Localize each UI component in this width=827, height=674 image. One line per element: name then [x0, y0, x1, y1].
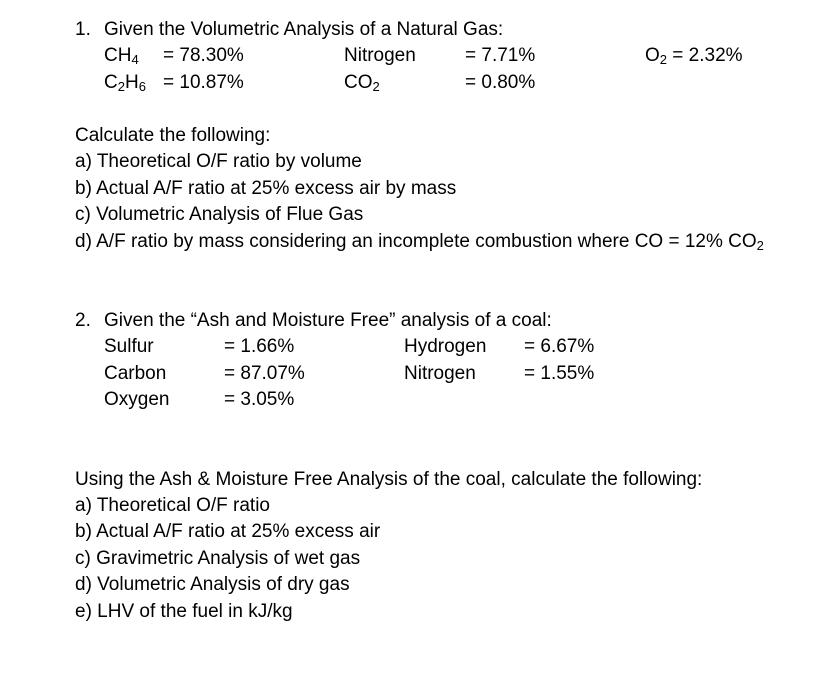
problem-1-calc-intro: Calculate the following: — [75, 125, 271, 146]
problem-2-task-e: e) LHV of the fuel in kJ/kg — [75, 601, 293, 622]
problem-2-heading: Given the “Ash and Moisture Free” analysis of a coal: — [104, 310, 552, 331]
problem-2-task-c: c) Gravimetric Analysis of wet gas — [75, 548, 361, 569]
problem-2-calc-intro: Using the Ash & Moisture Free Analysis of the coal, calculate the following: — [75, 469, 703, 490]
c2h6-value: = 10.87% — [163, 72, 244, 93]
co2-value: = 0.80% — [465, 72, 536, 93]
problem-2-task-b: b) Actual A/F ratio at 25% excess air — [75, 521, 381, 542]
carbon-label: Carbon — [104, 363, 167, 384]
problem-2-task-d: d) Volumetric Analysis of dry gas — [75, 574, 350, 595]
coal-nitrogen-label: Nitrogen — [404, 363, 476, 384]
hydrogen-label: Hydrogen — [404, 336, 487, 357]
problem-2-task-a: a) Theoretical O/F ratio — [75, 495, 271, 516]
nitrogen-value: = 7.71% — [465, 45, 536, 66]
problem-1-number: 1. — [75, 19, 91, 40]
nitrogen-label: Nitrogen — [344, 45, 416, 66]
oxygen-value: = 3.05% — [224, 389, 295, 410]
carbon-value: = 87.07% — [224, 363, 305, 384]
ch4-label: CH4 — [104, 45, 139, 67]
problem-2-number: 2. — [75, 310, 91, 331]
coal-nitrogen-value: = 1.55% — [524, 363, 595, 384]
hydrogen-value: = 6.67% — [524, 336, 595, 357]
sulfur-label: Sulfur — [104, 336, 154, 357]
problem-1-task-d: d) A/F ratio by mass considering an incomplete combustion where CO = 12% CO2 — [75, 231, 764, 253]
sulfur-value: = 1.66% — [224, 336, 295, 357]
ch4-value: = 78.30% — [163, 45, 244, 66]
problem-1-task-c: c) Volumetric Analysis of Flue Gas — [75, 204, 364, 225]
co2-label: CO2 — [344, 72, 380, 94]
problem-1-heading: Given the Volumetric Analysis of a Natural Gas: — [104, 19, 504, 40]
problem-1-task-a: a) Theoretical O/F ratio by volume — [75, 151, 362, 172]
c2h6-label: C2H6 — [104, 72, 146, 94]
problem-1-task-b: b) Actual A/F ratio at 25% excess air by mass — [75, 178, 457, 199]
o2-label-value: O2 = 2.32% — [645, 45, 743, 67]
oxygen-label: Oxygen — [104, 389, 170, 410]
